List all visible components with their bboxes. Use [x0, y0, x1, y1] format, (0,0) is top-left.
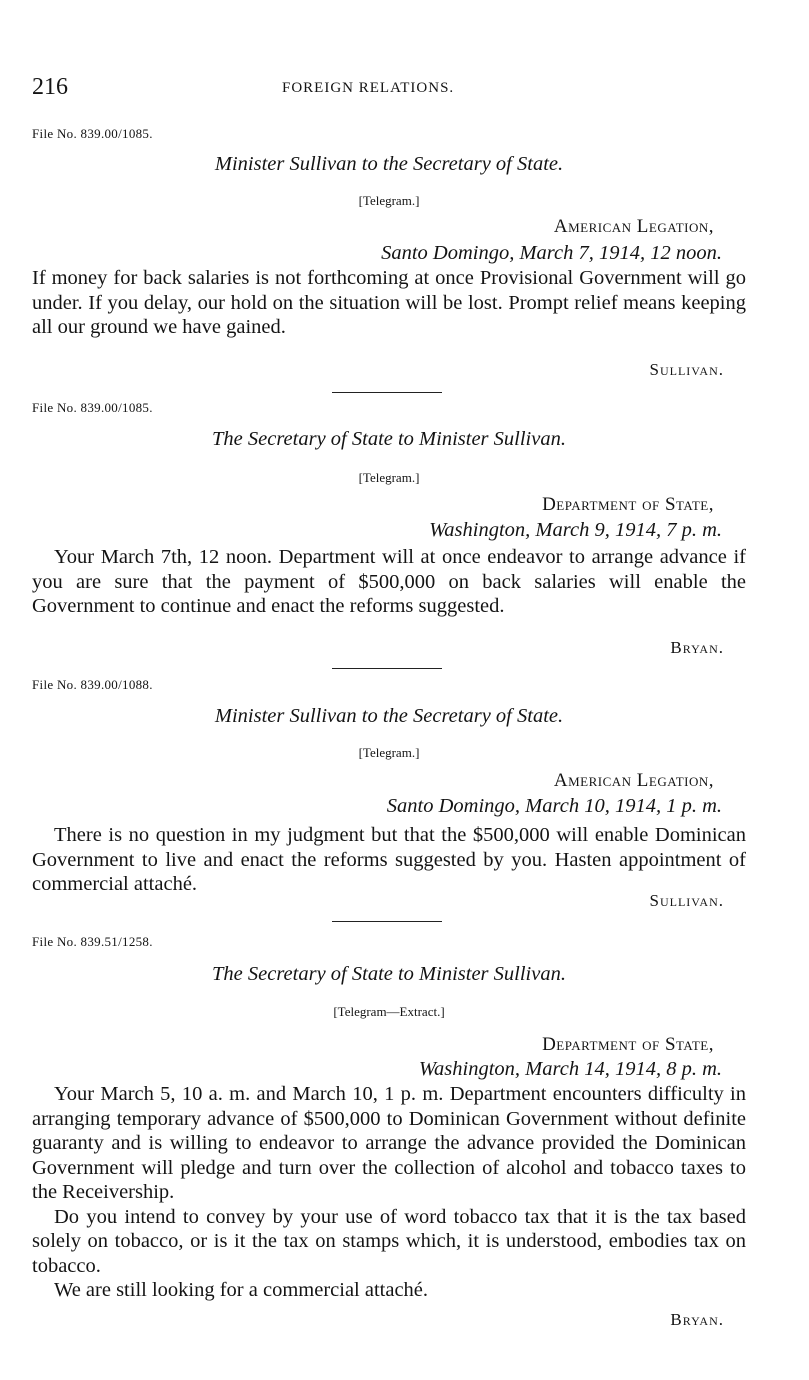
file-number: File No. 839.00/1088. — [32, 677, 153, 692]
document-page — [32, 0, 746, 1380]
document-title: Minister Sullivan to the Secretary of State. — [214, 705, 564, 727]
signature: Bryan. — [670, 1310, 724, 1329]
divider — [332, 921, 442, 922]
paragraph: If money for back salaries is not forthcoming at once Provisional Government will go under. If you delay, our hold on the situation will be lost. Prompt relief means keeping all our ground we have gained. — [32, 267, 746, 338]
page-header — [32, 74, 746, 108]
place-date-line: Washington, March 14, 1914, 8 p. m. — [418, 1058, 722, 1080]
office-name: American Legation, — [553, 770, 714, 791]
place-date-line: Santo Domingo, March 10, 1914, 1 p. m. — [386, 795, 722, 817]
document-title: Minister Sullivan to the Secretary of State. — [214, 153, 564, 175]
office-name: Department of State, — [542, 1034, 714, 1055]
message-body — [32, 1082, 746, 1303]
document-type-tag: [Telegram.] — [358, 193, 420, 208]
paragraph: Do you intend to convey by your use of word tobacco tax that it is the tax based solely on tobacco, or is it the tax on stamps which, it is understood, embodies tax on tobacco. — [32, 1205, 746, 1277]
place-date-line: Santo Domingo, March 7, 1914, 12 noon. — [381, 242, 722, 264]
message-body — [32, 823, 746, 897]
document-type-tag: [Telegram.] — [358, 470, 420, 485]
page-number: 216 — [32, 74, 68, 100]
office-line — [542, 1034, 714, 1056]
divider — [332, 392, 442, 393]
message-body — [32, 266, 746, 340]
office-line — [554, 770, 714, 792]
signature: Sullivan. — [649, 891, 724, 910]
paragraph: We are still looking for a commercial attaché. — [54, 1279, 429, 1301]
paragraph: There is no question in my judgment but that the $500,000 will enable Dominican Government to live and enact the reforms suggested by you. Hasten appointment of commercial attaché. — [32, 824, 746, 895]
signature: Sullivan. — [649, 360, 724, 379]
office-name: Department of State, — [542, 494, 714, 515]
document-type-tag: [Telegram—Extract.] — [333, 1004, 445, 1019]
document-type-tag: [Telegram.] — [358, 745, 420, 760]
document-title: The Secretary of State to Minister Sullivan. — [212, 963, 566, 985]
place-date-line: Washington, March 9, 1914, 7 p. m. — [429, 519, 722, 541]
office-name: American Legation, — [553, 216, 714, 237]
paragraph: Your March 7th, 12 noon. Department will at once endeavor to arrange advance if you are sure that the payment of $500,000 on back salaries will enable the Government to continue and enact the reforms suggested. — [32, 546, 746, 617]
file-number: File No. 839.51/1258. — [32, 934, 153, 949]
divider — [332, 668, 442, 669]
office-line — [554, 216, 714, 238]
office-line — [542, 494, 714, 516]
file-number: File No. 839.00/1085. — [32, 126, 153, 141]
signature: Bryan. — [670, 638, 724, 657]
running-head: FOREIGN RELATIONS. — [282, 80, 455, 96]
message-body — [32, 545, 746, 619]
file-number: File No. 839.00/1085. — [32, 400, 153, 415]
document-title: The Secretary of State to Minister Sullivan. — [212, 428, 566, 450]
paragraph: Your March 5, 10 a. m. and March 10, 1 p. m. Department encounters difficulty in arranging temporary advance of $500,000 to Dominican Government without definite guaranty and is willing to endeavor to arrange the advance provided the Dominican Government will pledge and turn over the collection of alcohol and tobacco taxes to the Receivership. — [32, 1083, 746, 1203]
